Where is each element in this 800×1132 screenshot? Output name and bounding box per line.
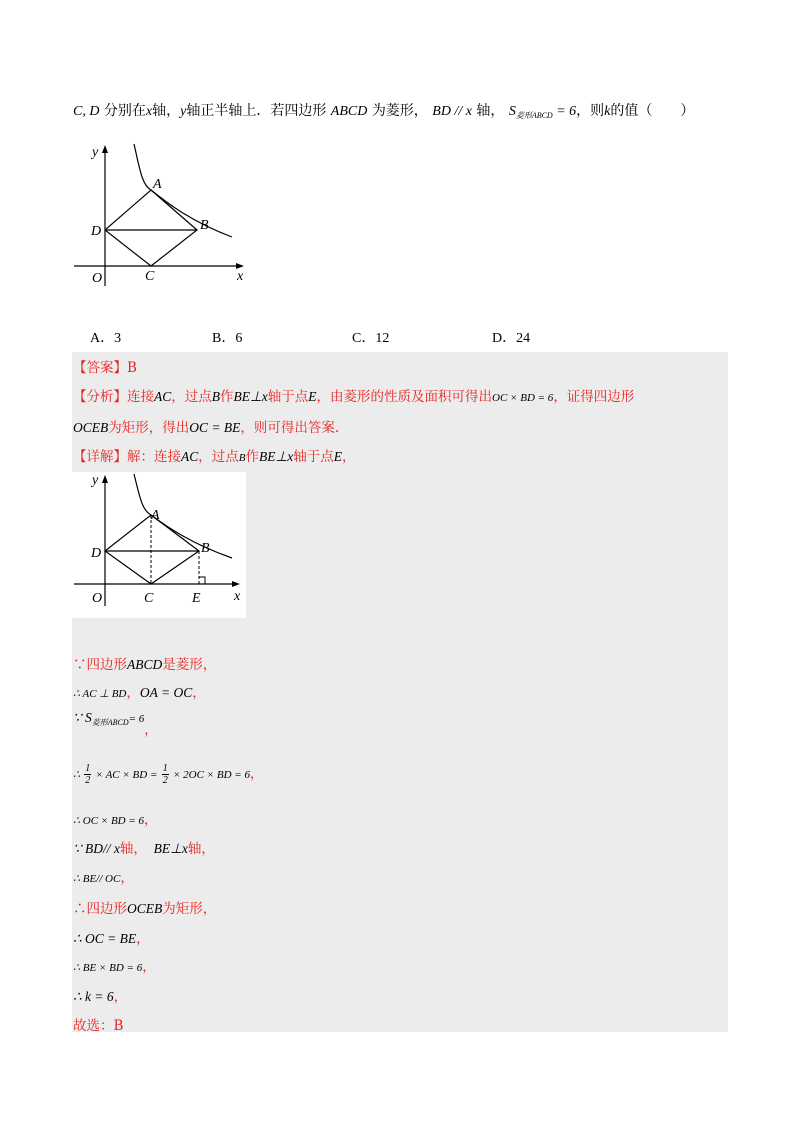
hyperbola-curve [134,144,232,237]
label-a: A [153,177,162,192]
y-var: y [180,104,187,119]
q-text-2: 轴， [152,103,181,119]
q-text-1: 分别在 [103,103,146,119]
quad-abcd: ABCD [330,104,368,119]
fraction-half-2: $\frac{1}{2}$ [162,763,168,786]
q-text-7: 的值（ ） [610,103,695,119]
answer-line [73,356,137,376]
detail-tag: 【详解】 [73,449,127,465]
q-text-6: ，则 [576,103,605,119]
label-o: O [92,591,103,606]
rhombus-abcd [105,190,197,266]
label-x: x [237,269,244,284]
step-5: ∴ OC × BD = 6， [73,812,158,828]
label-d: D [91,224,102,239]
answer-tag: 【答案】 [73,360,127,376]
label-c: C [145,269,155,284]
analysis-line-1: 【分析】连接AC，过点B作BE⊥x轴于点E，由菱形的性质及面积可得出OC × BD = 6，证得四边形 [73,389,635,405]
question-text [73,100,694,121]
step-4: ∴ $\frac{1}{2}$ × AC × BD = $\frac{1}{2}$ × 2OC × BD = 6， [73,763,264,786]
option-a[interactable]: A．3 [90,331,122,346]
label-e: E [192,591,201,606]
y-axis-arrow [102,145,108,153]
step-1: ∵四边形ABCD是菱形， [73,657,217,673]
label-y: y [92,145,99,160]
y-axis-arrow [102,475,108,483]
step-8: ∴四边形OCEB为矩形， [73,901,217,917]
label-o: O [92,271,103,286]
k-var: k [604,104,611,119]
bd-parallel: BD // x [432,104,472,119]
x-var: x [145,104,153,119]
step-11: ∴ k = 6， [73,989,128,1005]
label-x: x [234,589,241,604]
step-6: ∵ BD// x轴， BE⊥x轴， [73,841,215,857]
analysis-tag: 【分析】 [73,389,127,405]
final-choice: 故选：B [73,1018,124,1034]
label-c: C [144,591,154,606]
q-text-3: 轴正半轴上．若四边形 [186,103,327,119]
step-7: ∴ BE// OC， [73,870,134,886]
figure-1 [72,140,252,290]
figure-2 [72,472,246,618]
points-cd: C, D [73,104,100,119]
rhombus-abcd [105,515,199,584]
q-text-4: 为菱形， [371,103,428,119]
step-9: ∴ OC = BE， [73,931,150,947]
analysis-line-2: OCEB为矩形，得出OC = BE，则可得出答案. [73,420,340,436]
fraction-half-1: $\frac{1}{2}$ [85,763,91,786]
option-b[interactable]: B．6 [212,331,243,346]
label-b: B [200,218,209,233]
detail-line: 【详解】解：连接AC，过点B作BE⊥x轴于点E， [73,449,356,465]
label-b: B [201,541,210,556]
right-angle-mark [199,577,205,584]
step-2: ∴ AC ⊥ BD，OA = OC， [73,685,206,701]
step-3: ∵ $S_{菱形ABCD}= 6$， [73,710,158,738]
q-text-5: 轴， [476,103,505,119]
label-a: A [151,508,160,523]
hyperbola-curve [134,474,232,558]
label-d: D [91,546,102,561]
answer-value: B [127,360,137,376]
label-y: y [92,473,99,488]
area-symbol: $S_{菱形ABCD} = 6$ [508,104,577,120]
step-10: ∴ BE × BD = 6， [73,959,156,975]
x-axis-arrow [232,581,240,587]
option-d[interactable]: D．24 [492,331,531,346]
option-c[interactable]: C．12 [352,331,390,346]
